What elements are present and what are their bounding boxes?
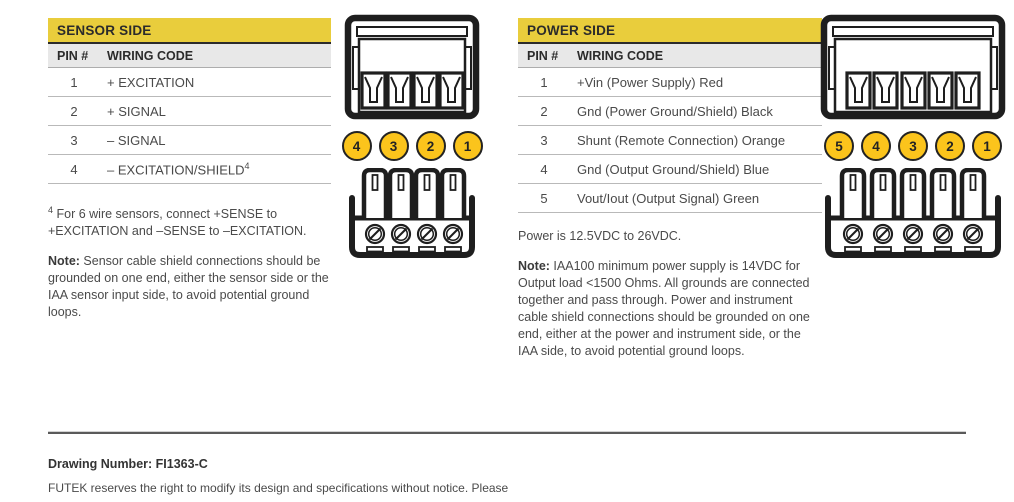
footer-disclaimer: FUTEK reserves the right to modify its design and specifications without notice. Please xyxy=(48,481,509,495)
pin-number: 4 xyxy=(540,161,548,177)
pin-badge: 5 xyxy=(824,131,854,161)
wiring-code-column-header: WIRING CODE xyxy=(107,48,194,63)
table-row xyxy=(48,155,331,184)
table-row xyxy=(48,126,331,155)
wiring-code: – SIGNAL xyxy=(107,132,166,148)
sensor-side-section xyxy=(48,18,331,321)
pin-number: 3 xyxy=(540,132,548,148)
sensor-connector-illustration xyxy=(344,14,480,265)
pin-number: 2 xyxy=(540,103,548,119)
pin-badge: 2 xyxy=(935,131,965,161)
footnote-marker: 4 xyxy=(244,160,250,171)
power-side-section xyxy=(518,18,822,360)
footer-divider xyxy=(48,431,966,434)
power-side-table xyxy=(518,18,822,213)
sensor-side-title: SENSOR SIDE xyxy=(48,18,331,44)
note-label: Note: xyxy=(48,254,80,269)
sensor-note: Note: Sensor cable shield connections should be grounded on one end, either the sensor side or the IAA sensor input side, to avoid potential ground loops. xyxy=(48,254,329,320)
sensor-side-table xyxy=(48,18,331,184)
power-connector-illustration xyxy=(820,14,1006,265)
pin-badge: 3 xyxy=(898,131,928,161)
wiring-code: Gnd (Power Ground/Shield) Black xyxy=(577,103,773,119)
power-note: Note: IAA100 minimum power supply is 14VDC for Output load <1500 Ohms. All grounds are connected together and pass through. Power and instrument cable shield connections should be grounded on one end, either at the power and instrument side, or the IAA side, to avoid potential ground loops. xyxy=(518,259,810,358)
wiring-code: Shunt (Remote Connection) Orange xyxy=(577,132,786,148)
pin-number: 1 xyxy=(540,74,548,90)
wiring-code: +Vin (Power Supply) Red xyxy=(577,74,724,90)
sensor-socket-connector-icon xyxy=(344,14,480,125)
power-plug-connector-icon xyxy=(820,168,1006,265)
table-row xyxy=(518,97,822,126)
pin-number: 2 xyxy=(70,103,78,119)
table-row xyxy=(518,184,822,213)
sensor-pin-numbers xyxy=(342,131,483,161)
power-range-note: Power is 12.5VDC to 26VDC. xyxy=(518,229,682,243)
table-row xyxy=(48,97,331,126)
pin-badge: 3 xyxy=(379,131,409,161)
power-side-title: POWER SIDE xyxy=(518,18,822,44)
table-row xyxy=(518,155,822,184)
wiring-code: Gnd (Output Ground/Shield) Blue xyxy=(577,161,770,177)
table-row xyxy=(518,126,822,155)
pin-column-header: PIN # xyxy=(527,48,559,63)
table-row xyxy=(518,68,822,97)
power-pin-numbers xyxy=(824,131,1002,161)
footnote-marker: 4 xyxy=(48,205,54,215)
sensor-table-header xyxy=(48,44,331,68)
wiring-code-column-header: WIRING CODE xyxy=(577,48,664,63)
drawing-number: Drawing Number: FI1363-C xyxy=(48,457,208,471)
pin-column-header: PIN # xyxy=(57,48,89,63)
pin-number: 4 xyxy=(70,161,78,177)
note-label: Note: xyxy=(518,259,550,273)
sensor-plug-connector-icon xyxy=(344,168,480,265)
pin-badge: 2 xyxy=(416,131,446,161)
pin-badge: 4 xyxy=(342,131,372,161)
pin-badge: 1 xyxy=(453,131,483,161)
table-row xyxy=(48,68,331,97)
pin-badge: 1 xyxy=(972,131,1002,161)
power-table-header xyxy=(518,44,822,68)
pin-number: 3 xyxy=(70,132,78,148)
sensor-footnote: $^4$ For 6 wire sensors, connect +SENSE to +EXCITATION and –SENSE to –EXCITATION. xyxy=(48,205,307,239)
wiring-code: Vout/Iout (Output Signal) Green xyxy=(577,190,760,206)
pin-number: 1 xyxy=(70,74,78,90)
pin-badge: 4 xyxy=(861,131,891,161)
pin-number: 5 xyxy=(540,190,548,206)
wiring-code: + SIGNAL xyxy=(107,103,166,119)
wiring-code: – EXCITATION/SHIELD$^4$ xyxy=(107,160,250,178)
wiring-code: + EXCITATION xyxy=(107,74,195,90)
power-socket-connector-icon xyxy=(820,14,1006,125)
